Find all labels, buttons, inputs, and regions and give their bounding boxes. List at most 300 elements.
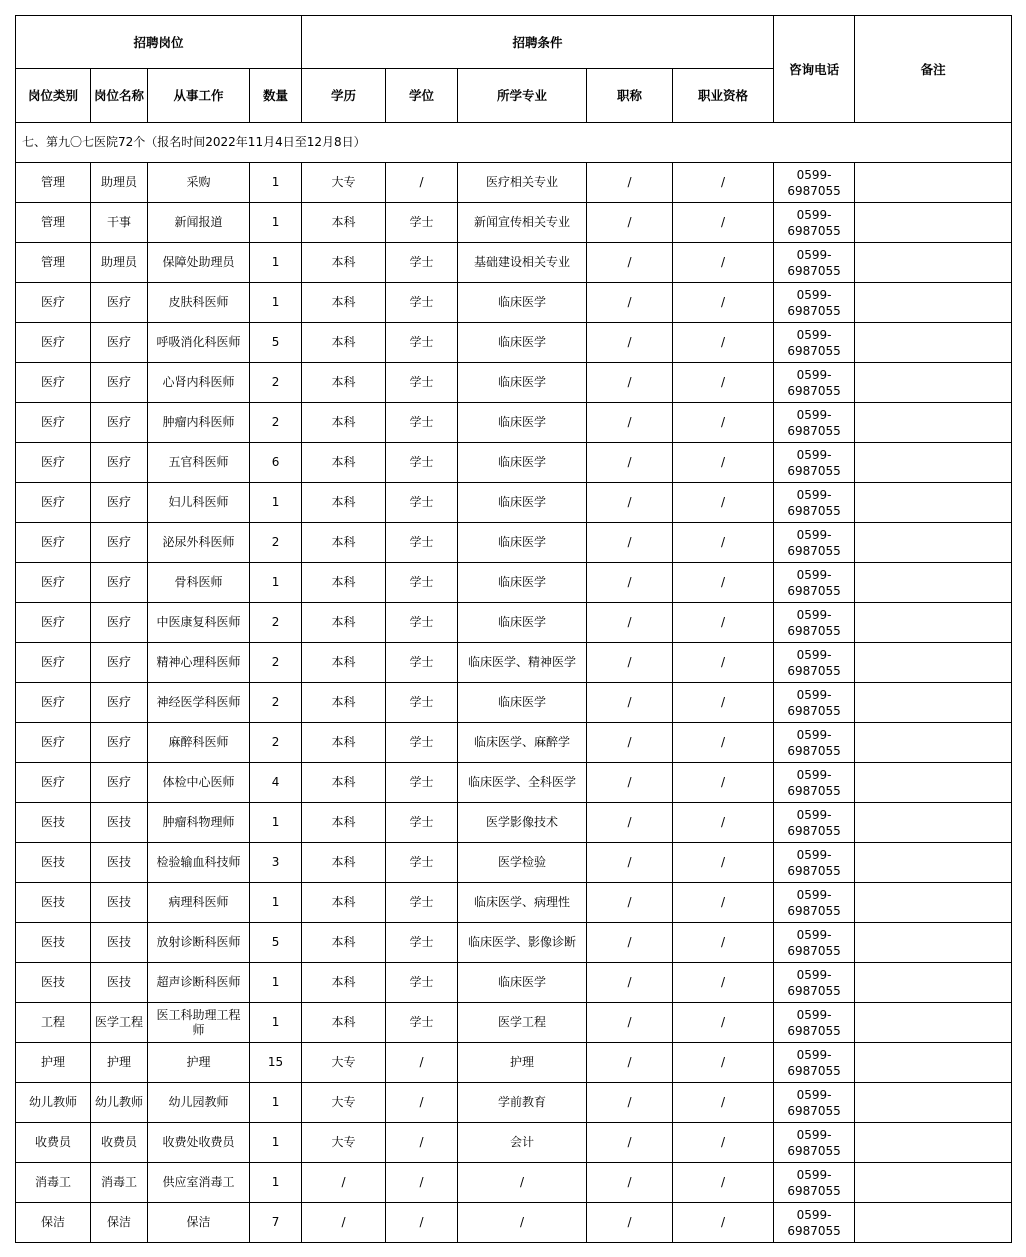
table-cell: 本科 bbox=[302, 563, 386, 603]
table-cell: 管理 bbox=[16, 203, 91, 243]
table-cell: / bbox=[587, 963, 673, 1003]
table-cell: 学士 bbox=[386, 443, 458, 483]
table-cell: 皮肤科医师 bbox=[148, 283, 250, 323]
table-cell bbox=[855, 203, 1012, 243]
table-cell: 幼儿教师 bbox=[91, 1083, 148, 1123]
table-row bbox=[16, 403, 1012, 443]
table-cell: 0599-6987055 bbox=[774, 1003, 855, 1043]
table-cell: 护理 bbox=[91, 1043, 148, 1083]
table-cell: 0599-6987055 bbox=[774, 963, 855, 1003]
table-cell: 医疗 bbox=[16, 323, 91, 363]
table-row bbox=[16, 1003, 1012, 1043]
table-cell: 本科 bbox=[302, 1003, 386, 1043]
table-cell: / bbox=[673, 363, 774, 403]
table-cell: 临床医学 bbox=[458, 683, 587, 723]
table-cell: 本科 bbox=[302, 963, 386, 1003]
table-cell: 学士 bbox=[386, 923, 458, 963]
table-row bbox=[16, 1163, 1012, 1203]
table-cell: 本科 bbox=[302, 203, 386, 243]
table-row bbox=[16, 443, 1012, 483]
table-cell: 泌尿外科医师 bbox=[148, 523, 250, 563]
table-cell: 干事 bbox=[91, 203, 148, 243]
table-cell: 学士 bbox=[386, 963, 458, 1003]
table-cell: 学士 bbox=[386, 323, 458, 363]
table-cell: 护理 bbox=[16, 1043, 91, 1083]
table-cell: 0599-6987055 bbox=[774, 643, 855, 683]
table-cell: 本科 bbox=[302, 283, 386, 323]
table-cell: 幼儿教师 bbox=[16, 1083, 91, 1123]
table-cell: / bbox=[673, 923, 774, 963]
table-cell: 0599-6987055 bbox=[774, 763, 855, 803]
table-cell bbox=[855, 803, 1012, 843]
table-cell: 中医康复科医师 bbox=[148, 603, 250, 643]
table-cell: 学士 bbox=[386, 683, 458, 723]
table-cell: 医疗 bbox=[91, 683, 148, 723]
table-cell: / bbox=[673, 323, 774, 363]
table-cell: 本科 bbox=[302, 443, 386, 483]
table-cell: 0599-6987055 bbox=[774, 323, 855, 363]
table-cell bbox=[855, 1123, 1012, 1163]
table-cell: / bbox=[673, 483, 774, 523]
table-cell: 本科 bbox=[302, 803, 386, 843]
table-cell: / bbox=[673, 443, 774, 483]
table-cell: 临床医学、病理性 bbox=[458, 883, 587, 923]
table-row bbox=[16, 563, 1012, 603]
header-col-education: 学历 bbox=[302, 69, 386, 123]
table-cell: / bbox=[302, 1163, 386, 1203]
table-cell: 0599-6987055 bbox=[774, 683, 855, 723]
table-cell: 临床医学 bbox=[458, 323, 587, 363]
table-cell: / bbox=[673, 1043, 774, 1083]
table-cell: 大专 bbox=[302, 163, 386, 203]
table-cell: / bbox=[386, 1163, 458, 1203]
table-row bbox=[16, 723, 1012, 763]
table-cell: 0599-6987055 bbox=[774, 443, 855, 483]
table-cell: / bbox=[587, 483, 673, 523]
table-cell: / bbox=[673, 1203, 774, 1243]
table-cell: / bbox=[673, 243, 774, 283]
table-cell: 1 bbox=[250, 883, 302, 923]
table-cell: 肿瘤内科医师 bbox=[148, 403, 250, 443]
table-cell: 5 bbox=[250, 323, 302, 363]
table-cell: 医疗 bbox=[91, 283, 148, 323]
table-cell: / bbox=[587, 203, 673, 243]
table-cell: 医疗 bbox=[91, 763, 148, 803]
table-cell: / bbox=[673, 283, 774, 323]
table-cell: 幼儿园教师 bbox=[148, 1083, 250, 1123]
table-row bbox=[16, 883, 1012, 923]
table-cell: 2 bbox=[250, 723, 302, 763]
table-cell: 3 bbox=[250, 843, 302, 883]
table-cell: 0599-6987055 bbox=[774, 843, 855, 883]
table-cell: / bbox=[587, 443, 673, 483]
table-cell: 基础建设相关专业 bbox=[458, 243, 587, 283]
table-cell: 1 bbox=[250, 803, 302, 843]
table-cell: 0599-6987055 bbox=[774, 1083, 855, 1123]
table-cell bbox=[855, 1203, 1012, 1243]
table-cell: / bbox=[386, 1203, 458, 1243]
table-cell bbox=[855, 1043, 1012, 1083]
table-cell: 本科 bbox=[302, 843, 386, 883]
table-cell bbox=[855, 283, 1012, 323]
table-cell bbox=[855, 403, 1012, 443]
table-cell bbox=[855, 603, 1012, 643]
table-cell bbox=[855, 1163, 1012, 1203]
table-cell: 大专 bbox=[302, 1123, 386, 1163]
table-cell: 医技 bbox=[16, 883, 91, 923]
table-cell: / bbox=[386, 1043, 458, 1083]
table-cell: 学士 bbox=[386, 803, 458, 843]
table-cell: 医疗 bbox=[16, 523, 91, 563]
header-col-name: 岗位名称 bbox=[91, 69, 148, 123]
table-cell: 本科 bbox=[302, 403, 386, 443]
table-cell: 0599-6987055 bbox=[774, 563, 855, 603]
table-cell: 大专 bbox=[302, 1083, 386, 1123]
table-cell: / bbox=[587, 283, 673, 323]
table-cell: / bbox=[673, 963, 774, 1003]
table-cell: 1 bbox=[250, 163, 302, 203]
header-col-category: 岗位类别 bbox=[16, 69, 91, 123]
table-cell: 医疗 bbox=[91, 483, 148, 523]
table-cell: 收费员 bbox=[16, 1123, 91, 1163]
table-cell bbox=[855, 323, 1012, 363]
table-cell: / bbox=[458, 1203, 587, 1243]
table-cell: / bbox=[302, 1203, 386, 1243]
table-cell: 临床医学 bbox=[458, 443, 587, 483]
table-cell: / bbox=[673, 643, 774, 683]
table-cell: / bbox=[673, 723, 774, 763]
table-cell: 本科 bbox=[302, 483, 386, 523]
table-row bbox=[16, 483, 1012, 523]
table-cell: 本科 bbox=[302, 323, 386, 363]
table-cell: 医技 bbox=[91, 843, 148, 883]
table-cell: 本科 bbox=[302, 683, 386, 723]
table-cell: / bbox=[673, 1123, 774, 1163]
table-cell: 0599-6987055 bbox=[774, 203, 855, 243]
table-cell: / bbox=[587, 1203, 673, 1243]
table-cell: 病理科医师 bbox=[148, 883, 250, 923]
table-cell: / bbox=[386, 1083, 458, 1123]
table-cell: 临床医学 bbox=[458, 963, 587, 1003]
table-cell: 学士 bbox=[386, 603, 458, 643]
table-cell: 保洁 bbox=[148, 1203, 250, 1243]
table-cell: 医疗 bbox=[91, 723, 148, 763]
table-cell: 医疗 bbox=[16, 443, 91, 483]
header-col-count: 数量 bbox=[250, 69, 302, 123]
header-col-degree: 学位 bbox=[386, 69, 458, 123]
table-cell: 0599-6987055 bbox=[774, 803, 855, 843]
table-cell: / bbox=[673, 683, 774, 723]
table-cell: / bbox=[673, 563, 774, 603]
table-cell: 医工科助理工程师 bbox=[148, 1003, 250, 1043]
table-cell: 临床医学 bbox=[458, 363, 587, 403]
table-cell: / bbox=[587, 1043, 673, 1083]
table-cell bbox=[855, 363, 1012, 403]
table-cell: 学士 bbox=[386, 243, 458, 283]
table-cell: 0599-6987055 bbox=[774, 483, 855, 523]
table-cell: 医疗 bbox=[16, 403, 91, 443]
table-cell: 0599-6987055 bbox=[774, 923, 855, 963]
table-cell: 医学工程 bbox=[458, 1003, 587, 1043]
table-cell: 保洁 bbox=[91, 1203, 148, 1243]
table-cell: 检验输血科技师 bbox=[148, 843, 250, 883]
table-cell: 新闻宣传相关专业 bbox=[458, 203, 587, 243]
table-cell: 本科 bbox=[302, 363, 386, 403]
table-cell: 0599-6987055 bbox=[774, 883, 855, 923]
table-cell: / bbox=[673, 403, 774, 443]
table-cell: 0599-6987055 bbox=[774, 523, 855, 563]
table-cell: / bbox=[587, 523, 673, 563]
table-cell: 五官科医师 bbox=[148, 443, 250, 483]
table-cell: 工程 bbox=[16, 1003, 91, 1043]
table-cell: 学士 bbox=[386, 643, 458, 683]
table-cell bbox=[855, 883, 1012, 923]
table-cell: 医疗 bbox=[16, 563, 91, 603]
table-row bbox=[16, 203, 1012, 243]
table-cell bbox=[855, 443, 1012, 483]
table-cell: 2 bbox=[250, 603, 302, 643]
table-cell: 本科 bbox=[302, 723, 386, 763]
table-cell: 医疗 bbox=[16, 723, 91, 763]
table-cell: / bbox=[673, 1003, 774, 1043]
table-cell: 医技 bbox=[16, 963, 91, 1003]
table-cell: 管理 bbox=[16, 243, 91, 283]
table-cell: 临床医学、精神医学 bbox=[458, 643, 587, 683]
table-cell: 医技 bbox=[16, 923, 91, 963]
table-cell: 医疗 bbox=[91, 523, 148, 563]
table-cell: 医疗相关专业 bbox=[458, 163, 587, 203]
table-cell: 15 bbox=[250, 1043, 302, 1083]
table-cell: / bbox=[673, 1083, 774, 1123]
table-cell: 医技 bbox=[16, 803, 91, 843]
table-cell: 0599-6987055 bbox=[774, 363, 855, 403]
table-cell: 临床医学 bbox=[458, 523, 587, 563]
table-cell: / bbox=[673, 803, 774, 843]
table-cell: / bbox=[587, 603, 673, 643]
table-cell: 1 bbox=[250, 563, 302, 603]
recruitment-table bbox=[15, 15, 1012, 1243]
table-cell: / bbox=[587, 843, 673, 883]
table-cell: / bbox=[587, 363, 673, 403]
table-cell: / bbox=[587, 1123, 673, 1163]
table-cell bbox=[855, 723, 1012, 763]
table-cell: 心肾内科医师 bbox=[148, 363, 250, 403]
table-cell: 呼吸消化科医师 bbox=[148, 323, 250, 363]
table-cell: 护理 bbox=[458, 1043, 587, 1083]
table-cell: 0599-6987055 bbox=[774, 163, 855, 203]
table-cell bbox=[855, 643, 1012, 683]
table-cell: 本科 bbox=[302, 603, 386, 643]
table-cell: 学士 bbox=[386, 403, 458, 443]
table-cell: 6 bbox=[250, 443, 302, 483]
table-row bbox=[16, 1043, 1012, 1083]
table-cell: 医技 bbox=[91, 963, 148, 1003]
table-cell: 护理 bbox=[148, 1043, 250, 1083]
table-cell: / bbox=[673, 843, 774, 883]
table-row bbox=[16, 923, 1012, 963]
table-row bbox=[16, 523, 1012, 563]
table-cell: 2 bbox=[250, 683, 302, 723]
table-cell: / bbox=[673, 1163, 774, 1203]
section-title: 七、第九〇七医院72个（报名时间2022年11月4日至12月8日） bbox=[16, 123, 1012, 163]
table-cell bbox=[855, 963, 1012, 1003]
table-row bbox=[16, 603, 1012, 643]
table-cell: 助理员 bbox=[91, 163, 148, 203]
table-row bbox=[16, 363, 1012, 403]
table-cell: 学士 bbox=[386, 723, 458, 763]
table-cell: 1 bbox=[250, 283, 302, 323]
table-cell: 肿瘤科物理师 bbox=[148, 803, 250, 843]
table-cell: 学士 bbox=[386, 763, 458, 803]
table-cell: 5 bbox=[250, 923, 302, 963]
table-cell: / bbox=[386, 1123, 458, 1163]
table-cell: 供应室消毒工 bbox=[148, 1163, 250, 1203]
table-cell: 会计 bbox=[458, 1123, 587, 1163]
table-cell: / bbox=[587, 323, 673, 363]
table-cell: / bbox=[587, 883, 673, 923]
table-cell: 本科 bbox=[302, 883, 386, 923]
table-cell: 医疗 bbox=[91, 563, 148, 603]
table-cell: 医疗 bbox=[91, 403, 148, 443]
table-cell: / bbox=[673, 163, 774, 203]
table-cell: / bbox=[587, 1163, 673, 1203]
table-cell: 学士 bbox=[386, 1003, 458, 1043]
table-cell: / bbox=[673, 523, 774, 563]
table-cell: 学士 bbox=[386, 363, 458, 403]
table-cell: 本科 bbox=[302, 643, 386, 683]
table-cell bbox=[855, 563, 1012, 603]
table-cell: 体检中心医师 bbox=[148, 763, 250, 803]
table-cell: 医疗 bbox=[91, 323, 148, 363]
table-cell: 2 bbox=[250, 363, 302, 403]
table-cell: 收费员 bbox=[91, 1123, 148, 1163]
table-cell bbox=[855, 1003, 1012, 1043]
table-row bbox=[16, 803, 1012, 843]
table-cell: 2 bbox=[250, 643, 302, 683]
table-cell: 学士 bbox=[386, 563, 458, 603]
table-cell: 2 bbox=[250, 523, 302, 563]
table-cell: 大专 bbox=[302, 1043, 386, 1083]
table-cell bbox=[855, 523, 1012, 563]
table-cell: / bbox=[587, 243, 673, 283]
table-cell: 学士 bbox=[386, 283, 458, 323]
table-cell: 临床医学 bbox=[458, 403, 587, 443]
table-cell: / bbox=[587, 683, 673, 723]
table-cell: 新闻报道 bbox=[148, 203, 250, 243]
table-cell: 医疗 bbox=[16, 763, 91, 803]
table-cell: / bbox=[587, 1083, 673, 1123]
table-cell: / bbox=[587, 643, 673, 683]
table-cell: 临床医学 bbox=[458, 283, 587, 323]
table-cell: 医技 bbox=[91, 803, 148, 843]
table-cell: 临床医学、全科医学 bbox=[458, 763, 587, 803]
table-cell: 1 bbox=[250, 203, 302, 243]
table-cell: 0599-6987055 bbox=[774, 283, 855, 323]
table-cell: 1 bbox=[250, 1003, 302, 1043]
table-cell: 神经医学科医师 bbox=[148, 683, 250, 723]
table-cell: 临床医学 bbox=[458, 603, 587, 643]
table-cell: / bbox=[673, 763, 774, 803]
table-row bbox=[16, 963, 1012, 1003]
table-cell: 精神心理科医师 bbox=[148, 643, 250, 683]
table-cell: 0599-6987055 bbox=[774, 403, 855, 443]
table-cell bbox=[855, 163, 1012, 203]
table-row bbox=[16, 643, 1012, 683]
table-cell: 医疗 bbox=[91, 603, 148, 643]
table-row bbox=[16, 1203, 1012, 1243]
table-cell: 医疗 bbox=[16, 283, 91, 323]
header-group-conditions: 招聘条件 bbox=[302, 16, 774, 69]
header-col-work: 从事工作 bbox=[148, 69, 250, 123]
table-cell bbox=[855, 483, 1012, 523]
table-cell: 医学检验 bbox=[458, 843, 587, 883]
table-cell: 本科 bbox=[302, 923, 386, 963]
table-cell: 4 bbox=[250, 763, 302, 803]
table-cell: 医技 bbox=[91, 883, 148, 923]
header-col-title: 职称 bbox=[587, 69, 673, 123]
table-cell: 消毒工 bbox=[16, 1163, 91, 1203]
table-cell: 本科 bbox=[302, 243, 386, 283]
table-cell: 临床医学、影像诊断 bbox=[458, 923, 587, 963]
table-cell: 2 bbox=[250, 403, 302, 443]
table-cell: 医疗 bbox=[16, 363, 91, 403]
table-cell: 1 bbox=[250, 963, 302, 1003]
table-cell: 0599-6987055 bbox=[774, 1043, 855, 1083]
table-cell: 0599-6987055 bbox=[774, 1123, 855, 1163]
table-cell: / bbox=[587, 723, 673, 763]
table-cell bbox=[855, 683, 1012, 723]
table-row bbox=[16, 683, 1012, 723]
table-cell: 医疗 bbox=[16, 603, 91, 643]
table-cell: / bbox=[587, 563, 673, 603]
table-cell: 医学影像技术 bbox=[458, 803, 587, 843]
table-row bbox=[16, 283, 1012, 323]
table-cell: 本科 bbox=[302, 763, 386, 803]
table-cell: 1 bbox=[250, 1083, 302, 1123]
table-row bbox=[16, 163, 1012, 203]
table-cell: 1 bbox=[250, 1163, 302, 1203]
header-col-major: 所学专业 bbox=[458, 69, 587, 123]
table-cell: 医疗 bbox=[91, 363, 148, 403]
table-cell: 医技 bbox=[91, 923, 148, 963]
table-cell: / bbox=[587, 163, 673, 203]
table-cell: 麻醉科医师 bbox=[148, 723, 250, 763]
table-cell: 临床医学 bbox=[458, 483, 587, 523]
table-cell: 收费处收费员 bbox=[148, 1123, 250, 1163]
table-cell: 0599-6987055 bbox=[774, 603, 855, 643]
table-cell: 1 bbox=[250, 1123, 302, 1163]
table-cell: / bbox=[458, 1163, 587, 1203]
table-cell bbox=[855, 763, 1012, 803]
table-cell: 0599-6987055 bbox=[774, 1163, 855, 1203]
table-cell: 医疗 bbox=[16, 483, 91, 523]
table-row bbox=[16, 1123, 1012, 1163]
table-cell: 1 bbox=[250, 483, 302, 523]
table-cell bbox=[855, 1083, 1012, 1123]
header-group-position: 招聘岗位 bbox=[16, 16, 302, 69]
table-cell: / bbox=[673, 203, 774, 243]
header-phone: 咨询电话 bbox=[774, 16, 855, 123]
table-cell: 医技 bbox=[16, 843, 91, 883]
table-cell: / bbox=[386, 163, 458, 203]
table-cell: 医学工程 bbox=[91, 1003, 148, 1043]
table-cell: 医疗 bbox=[16, 643, 91, 683]
table-cell: 医疗 bbox=[91, 443, 148, 483]
table-cell: 0599-6987055 bbox=[774, 723, 855, 763]
table-cell: 学士 bbox=[386, 203, 458, 243]
table-cell: 0599-6987055 bbox=[774, 243, 855, 283]
table-cell: 1 bbox=[250, 243, 302, 283]
